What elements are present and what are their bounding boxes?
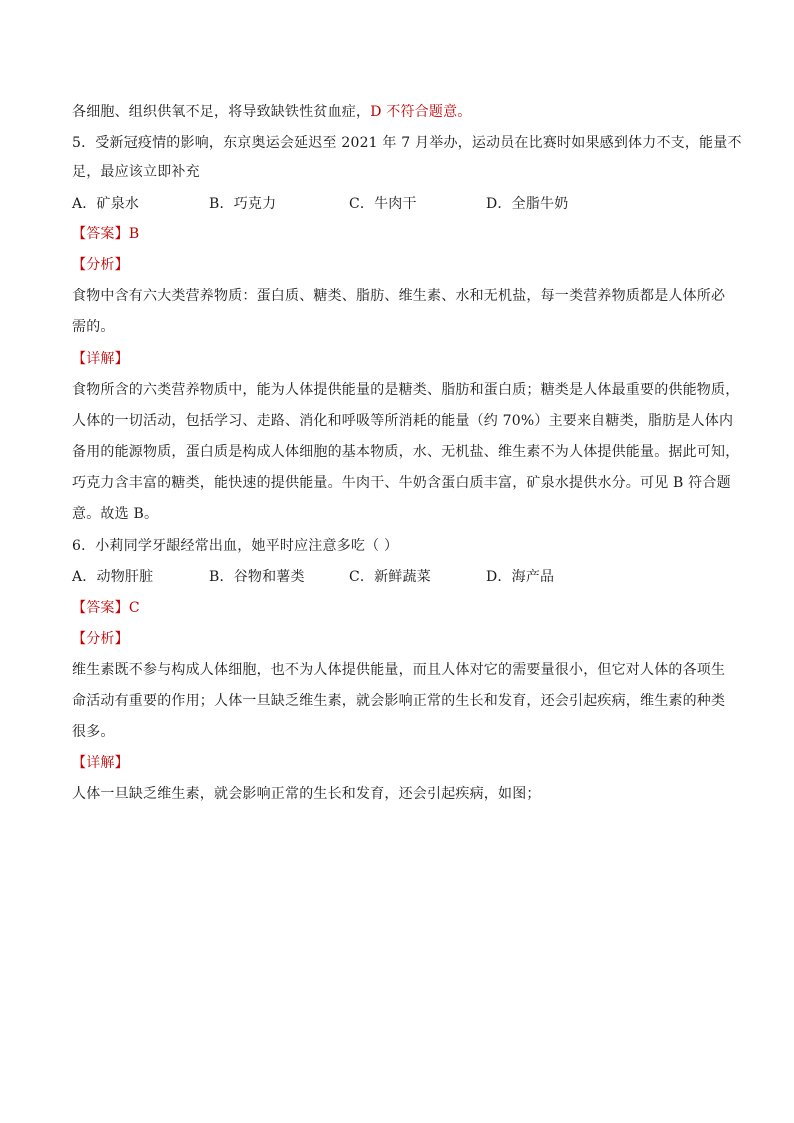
q5-analysis-label: 【分析】 (72, 257, 129, 273)
q5-answer-label: 【答案】 (72, 226, 129, 242)
q6-option-d: D．海产品 (486, 569, 555, 585)
q6-options (72, 567, 722, 587)
q6-analysis-line-2: 命活动有重要的作用；人体一旦缺乏维生素，就会影响正常的生长和发育，还会引起疾病，维生素的种类 (72, 693, 726, 709)
continuation-red-tail: D 不符合题意。 (370, 104, 472, 120)
continuation-line (72, 102, 471, 122)
q5-detail-line-3: 备用的能源物质，蛋白质是构成人体细胞的基本物质，水、无机盐、维生素不为人体提供能量。据此可知， (72, 444, 740, 460)
continuation-text: 各细胞、组织供氧不足，将导致缺铁性贫血症， (72, 104, 371, 120)
q5-option-d: D．全脂牛奶 (486, 196, 569, 212)
q6-answer-value: C (128, 600, 140, 616)
q5-stem-line-1: 5．受新冠疫情的影响，东京奥运会延迟至 2021 年 7 月举办，运动员在比赛时如果感到体力不支，能量不 (72, 135, 742, 151)
q5-detail-label: 【详解】 (72, 351, 129, 367)
q5-answer (72, 224, 139, 244)
q6-analysis-label: 【分析】 (72, 631, 129, 647)
q6-analysis-line-3: 很多。 (72, 724, 115, 740)
q5-analysis-line-2: 需的。 (72, 319, 115, 335)
q5-option-c: C．牛肉干 (349, 196, 417, 212)
q5-detail-line-1: 食物所含的六类营养物质中，能为人体提供能量的是糖类、脂肪和蛋白质；糖类是人体最重要的供能物质， (72, 382, 740, 398)
q5-option-a: A．矿泉水 (72, 196, 140, 212)
q5-option-b: B．巧克力 (209, 196, 277, 212)
q6-option-a: A．动物肝脏 (72, 569, 154, 585)
q6-detail-label: 【详解】 (72, 755, 129, 771)
q5-detail-line-4: 巧克力含丰富的糖类，能快速的提供能量。牛肉干、牛奶含蛋白质丰富，矿泉水提供水分。可见 B 符合题 (72, 475, 731, 491)
q5-stem-line-2: 足，最应该立即补充 (72, 164, 200, 180)
q6-answer (72, 598, 140, 618)
q5-analysis-line-1: 食物中含有六大类营养物质：蛋白质、糖类、脂肪、维生素、水和无机盐，每一类营养物质都是人体所必 (72, 288, 726, 304)
q6-option-b: B．谷物和薯类 (209, 569, 305, 585)
q6-analysis-line-1: 维生素既不参与构成人体细胞，也不为人体提供能量，而且人体对它的需要量很小，但它对人体的各项生 (72, 662, 726, 678)
q6-option-c: C．新鲜蔬菜 (349, 569, 431, 585)
q5-options (72, 194, 722, 214)
q6-detail-line-1: 人体一旦缺乏维生素，就会影响正常的生长和发育，还会引起疾病，如图； (72, 786, 541, 802)
q5-detail-line-5: 意。故选 B。 (72, 506, 159, 522)
q5-detail-line-2: 人体的一切活动，包括学习、走路、消化和呼吸等所消耗的能量（约 70%）主要来自糖类，脂肪是人体内 (72, 413, 734, 429)
q6-stem: 6．小莉同学牙龈经常出血，她平时应注意多吃（ ） (72, 538, 399, 554)
q6-answer-label: 【答案】 (72, 600, 129, 616)
q5-answer-value: B (128, 226, 140, 242)
